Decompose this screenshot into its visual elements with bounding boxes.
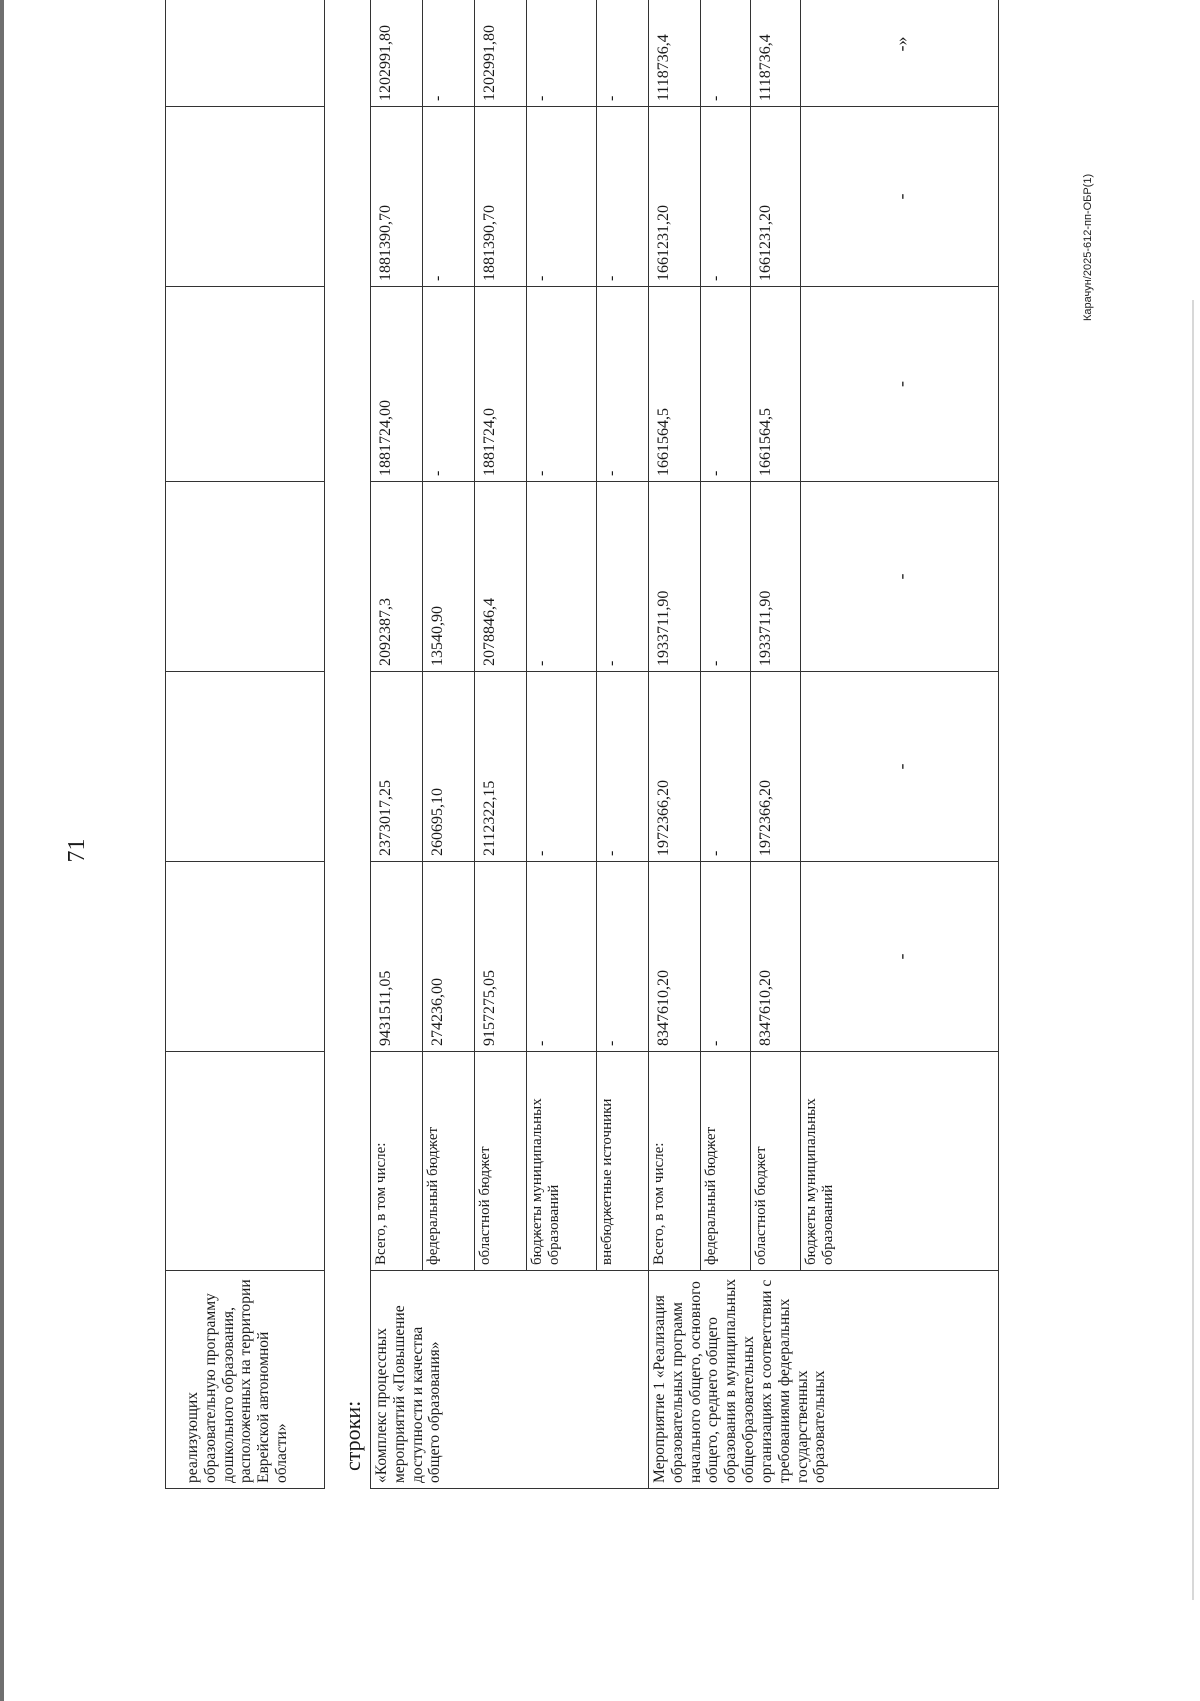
table-row [801, 0, 999, 1489]
source-label: областной бюджет [751, 1052, 801, 1271]
value-cell: 1881390,70 [371, 107, 423, 287]
value-cell: - [597, 672, 649, 862]
value-cell: - [701, 107, 751, 287]
value-cell: 274236,00 [423, 862, 475, 1052]
table-row [527, 0, 597, 1489]
page-number: 71 [64, 838, 90, 863]
value-cell: - [801, 862, 999, 1052]
value-cell: 2373017,25 [371, 672, 423, 862]
empty-cell [166, 862, 325, 1052]
value-cell: - [701, 0, 751, 107]
value-cell: 1661564,5 [649, 287, 701, 482]
value-cell: - [801, 482, 999, 672]
value-cell: 1118736,4 [649, 0, 701, 107]
value-cell: - [597, 287, 649, 482]
value-cell: - [701, 672, 751, 862]
value-cell: - [423, 0, 475, 107]
previous-row [166, 0, 325, 1489]
source-label: бюджеты муниципальных образований [527, 1052, 597, 1271]
source-label: бюджеты муниципальных образований [801, 1052, 999, 1271]
value-cell: 1972366,20 [751, 672, 801, 862]
value-cell: - [597, 107, 649, 287]
empty-cell [166, 672, 325, 862]
section-label: строки: [340, 1400, 365, 1471]
source-label: внебюджетные источники [597, 1052, 649, 1271]
value-cell: 1933711,90 [751, 482, 801, 672]
value-cell: - [527, 0, 597, 107]
value-cell: - [527, 482, 597, 672]
value-cell: - [701, 862, 751, 1052]
value-cell: 2112322,15 [475, 672, 527, 862]
value-cell: 1661231,20 [751, 107, 801, 287]
value-cell: 1202991,80 [371, 0, 423, 107]
source-label: Всего, в том числе: [371, 1052, 423, 1271]
table-row [475, 0, 527, 1489]
value-cell: 1881724,0 [475, 287, 527, 482]
funding-table [370, 0, 999, 1489]
table-row [751, 0, 801, 1489]
value-cell: 1661564,5 [751, 287, 801, 482]
value-cell: - [597, 0, 649, 107]
source-label: областной бюджет [475, 1052, 527, 1271]
table-row [371, 0, 423, 1489]
source-label: Всего, в том числе: [649, 1052, 701, 1271]
value-cell: - [527, 672, 597, 862]
table-row [649, 0, 701, 1489]
value-cell: 1972366,20 [649, 672, 701, 862]
value-cell: 9157275,05 [475, 862, 527, 1052]
empty-cell [166, 107, 325, 287]
complex-name: «Комплекс процессных мероприятий «Повышение доступности и качества общего образования» [371, 1271, 649, 1489]
value-cell: - [597, 482, 649, 672]
value-cell: 8347610,20 [649, 862, 701, 1052]
value-cell: - [801, 672, 999, 862]
table-row [597, 0, 649, 1489]
closing-mark: -» [801, 0, 999, 107]
value-cell: 13540,90 [423, 482, 475, 672]
value-cell: - [801, 287, 999, 482]
previous-row-text: реализующих образовательную программу дошкольного образования, расположенных на территории Еврейской автономной области» [166, 1271, 325, 1489]
value-cell: - [597, 862, 649, 1052]
empty-cell [166, 287, 325, 482]
value-cell: - [801, 107, 999, 287]
value-cell: 260695,10 [423, 672, 475, 862]
value-cell: 1661231,20 [649, 107, 701, 287]
value-cell: 2078846,4 [475, 482, 527, 672]
empty-cell [166, 0, 325, 107]
value-cell: - [701, 482, 751, 672]
table-row [423, 0, 475, 1489]
table-row [701, 0, 751, 1489]
value-cell: - [527, 287, 597, 482]
value-cell: 1881724,00 [371, 287, 423, 482]
value-cell: - [423, 107, 475, 287]
value-cell: 1202991,80 [475, 0, 527, 107]
source-label: федеральный бюджет [423, 1052, 475, 1271]
previous-row-table [165, 0, 325, 1489]
value-cell: - [527, 107, 597, 287]
value-cell: 1881390,70 [475, 107, 527, 287]
source-label: федеральный бюджет [701, 1052, 751, 1271]
value-cell: 9431511,05 [371, 862, 423, 1052]
empty-cell [166, 482, 325, 672]
value-cell: 1118736,4 [751, 0, 801, 107]
value-cell: - [701, 287, 751, 482]
value-cell: - [423, 287, 475, 482]
document-code: Карачун/2025-612-пп-ОБР(1) [1082, 173, 1094, 321]
value-cell: - [527, 862, 597, 1052]
value-cell: 2092387,3 [371, 482, 423, 672]
empty-cell [166, 1052, 325, 1271]
value-cell: 8347610,20 [751, 862, 801, 1052]
measure-name: Мероприятие 1 «Реализация образовательных программ начального общего, основного общего, среднего общего образования в муниципальных общеобразовательных организациях в соответствии с требованиями федеральных государственных образовательных [649, 1271, 999, 1489]
value-cell: 1933711,90 [649, 482, 701, 672]
